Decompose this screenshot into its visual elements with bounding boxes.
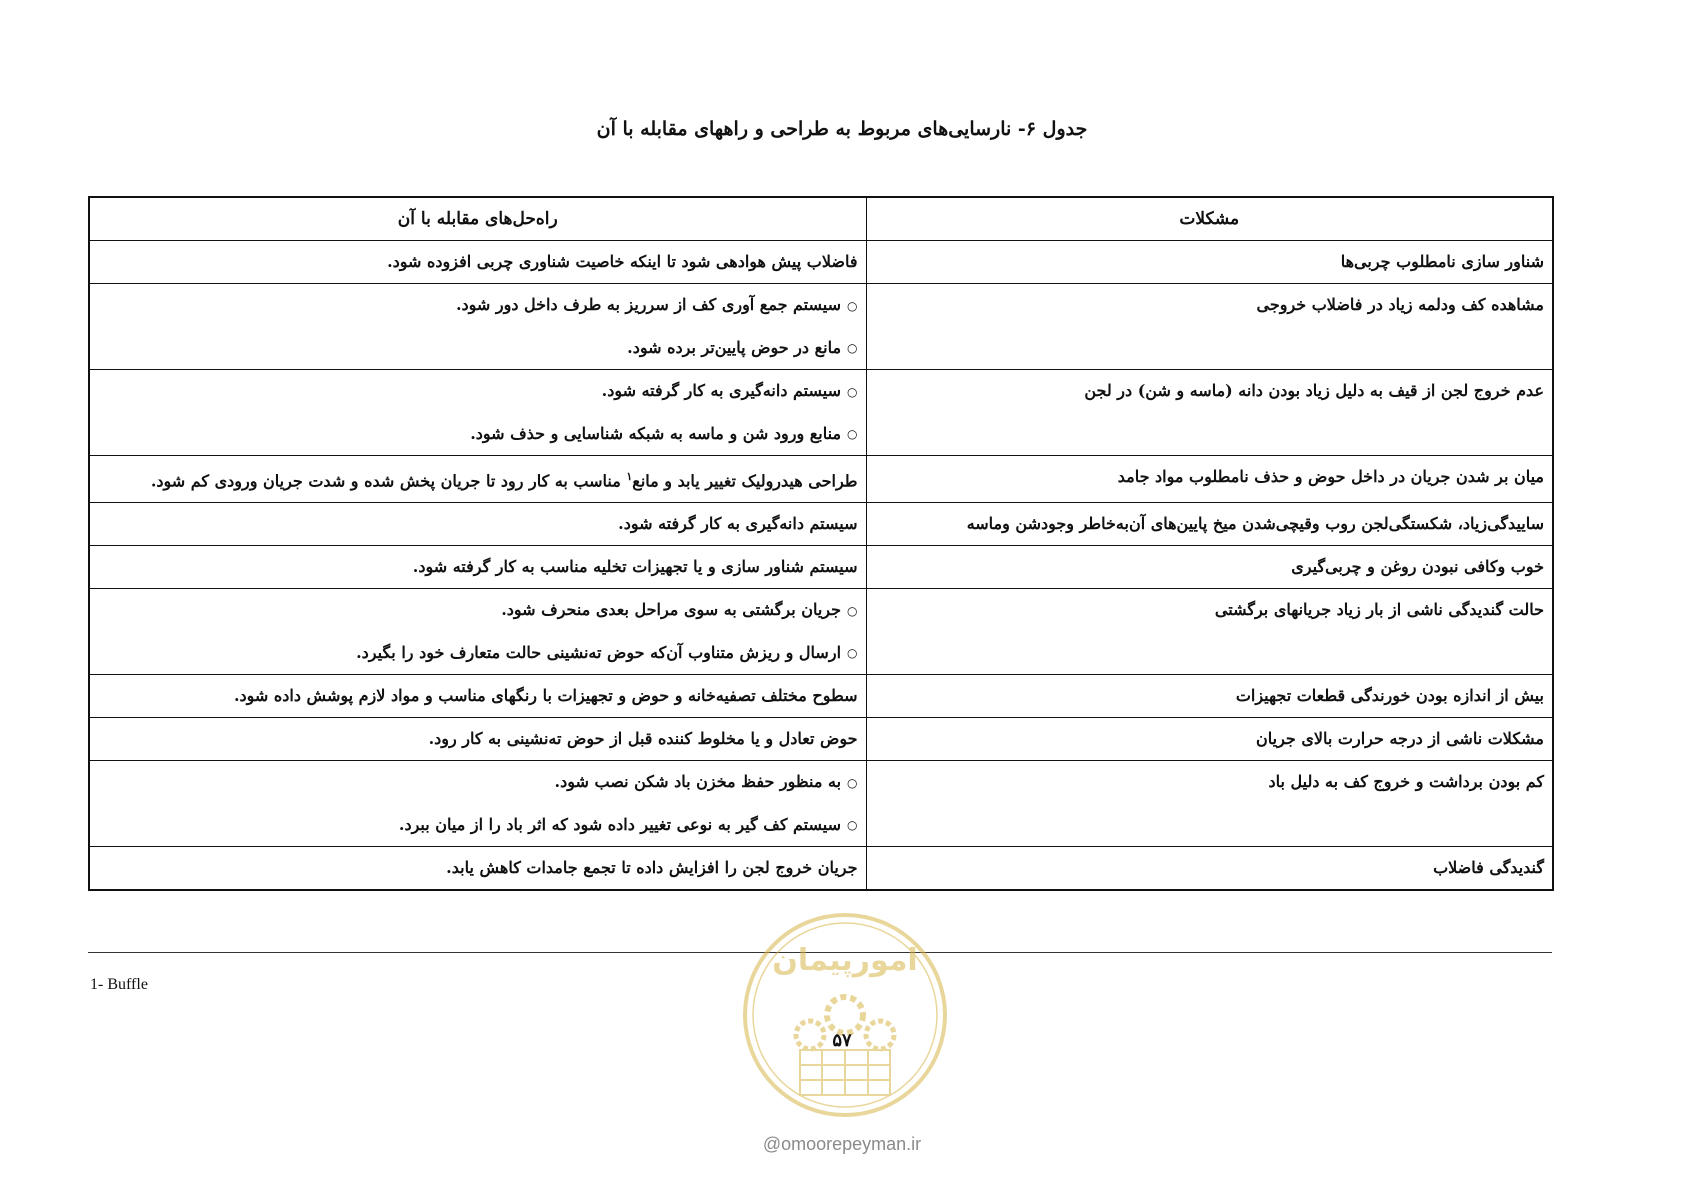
problem-cell [866, 503, 1553, 546]
problem-text: کم بودن برداشت و خروج کف به دلیل باد [1268, 772, 1544, 792]
page-number: ۵۷ [832, 1030, 852, 1051]
solution-text-part: سیستم جمع آوری کف از سرریز به طرف داخل دور شود. [455, 295, 842, 314]
table-row [89, 241, 1553, 284]
solution-text-part: جریان خروج لجن را افزایش داده تا تجمع جامدات کاهش یابد. [446, 858, 858, 878]
bullet-icon: ○ [847, 384, 858, 399]
solution-text [98, 511, 858, 537]
solution-text-part: حوض تعادل و یا مخلوط کننده قبل از حوض تەنشینی به کار رود. [428, 729, 858, 749]
header-solution: راه‌حل‌های مقابله با آن [89, 197, 866, 241]
problem-cell [866, 284, 1553, 370]
solution-text-part: سطوح مختلف تصفیه‌خانه و حوض و تجهیزات با رنگهای مناسب و مواد لازم پوشش داده شود. [233, 686, 858, 706]
table-row [89, 847, 1553, 891]
solution-text-part: مانع در حوض پایین‌تر برده شود. [627, 337, 842, 357]
solution-text-part: سیستم دانه‌گیری به کار گرفته شود. [618, 514, 858, 534]
bullet-icon: ○ [847, 298, 858, 313]
table-row [89, 456, 1553, 503]
solution-text [98, 726, 858, 752]
solution-text-part: سیستم شناور سازی و یا تجهیزات تخلیه مناسب به کار گرفته شود. [412, 557, 858, 577]
solution-cell [89, 503, 866, 546]
table-row [89, 503, 1553, 546]
watermark-url: @omoorepeyman.ir [762, 1134, 922, 1154]
solution-text [98, 249, 858, 275]
solution-text-part: طراحی هیدرولیک تغییر یابد و مانع [632, 471, 858, 491]
solution-text-part: مناسب به کار رود تا جریان پخش شده و شدت جریان ورودی کم شود. [150, 471, 627, 491]
solution-text [98, 855, 858, 881]
bullet-icon: ○ [847, 427, 858, 441]
table-row [89, 675, 1553, 718]
problem-cell [866, 847, 1553, 891]
problem-cell [866, 718, 1553, 761]
solution-bullet-item [98, 335, 858, 362]
solution-cell [89, 589, 866, 675]
solution-text [98, 464, 858, 494]
problem-text: حالت گندیدگی ناشی از بار زیاد جریانهای برگشتی [1214, 600, 1544, 620]
solution-bullet-item [98, 812, 858, 839]
problem-cell [866, 589, 1553, 675]
problem-text: میان بر شدن جریان در داخل حوض و حذف نامطلوب مواد جامد [1117, 467, 1544, 486]
table-title: جدول ۶- نارسایی‌های مربوط به طراحی و راههای مقابله با آن [596, 118, 1088, 140]
watermark-logo [740, 910, 950, 1120]
table-row [89, 370, 1553, 456]
solution-text [98, 554, 858, 580]
header-problem: مشکلات [866, 197, 1553, 241]
solution-cell [89, 847, 866, 891]
table-header-row [89, 197, 1553, 241]
solution-text-part: منابع ورود شن و ماسه به شبکه شناسایی و حذف شود. [470, 423, 842, 443]
solution-text-part: جریان برگشتی به سوی مراحل بعدی منحرف شود. [501, 600, 842, 620]
problem-cell [866, 456, 1553, 503]
solution-text-part: سیستم دانه‌گیری به کار گرفته شود. [601, 381, 842, 400]
solution-cell [89, 284, 866, 370]
bullet-icon: ○ [847, 646, 858, 661]
solution-cell [89, 456, 866, 503]
problem-text: گندیدگی فاضلاب [1433, 858, 1544, 878]
problem-text: خوب وکافی نبودن روغن و چربی‌گیری [1291, 557, 1544, 577]
footnote-mark: ۱ [626, 470, 633, 483]
solution-text-part: به منظور حفظ مخزن باد شکن نصب شود. [554, 772, 842, 792]
solution-cell [89, 761, 866, 847]
bullet-icon: ○ [847, 603, 858, 618]
solution-bullet-item [98, 421, 858, 448]
bullet-icon: ○ [847, 775, 858, 790]
problem-text: عدم خروج لجن از قیف به دلیل زیاد بودن دانه (ماسه و شن) در لجن [1084, 381, 1544, 400]
solution-cell [89, 718, 866, 761]
solution-text [98, 683, 858, 709]
table-row [89, 718, 1553, 761]
problem-cell [866, 370, 1553, 456]
problem-cell [866, 546, 1553, 589]
problem-text: بیش از اندازه بودن خورندگی قطعات تجهیزات [1235, 686, 1544, 706]
problem-text: ساییدگی‌زیاد، شکستگی‌لجن روب وقیچی‌شدن میخ پایین‌های آن‌به‌خاطر وجودشن وماسه [966, 514, 1544, 534]
solution-text-part: ارسال و ریزش متناوب آن‌که حوض تەنشینی حالت متعارف خود را بگیرد. [356, 642, 842, 662]
table-row [89, 761, 1553, 847]
table-row [89, 546, 1553, 589]
problem-cell [866, 241, 1553, 284]
solution-bullet-item [98, 378, 858, 405]
solution-cell [89, 241, 866, 284]
problem-text: مشاهده کف ودلمه زیاد در فاضلاب خروجی [1256, 295, 1544, 314]
solution-text-part: فاضلاب پیش هوادهی شود تا اینکه خاصیت شناوری چربی افزوده شود. [387, 252, 858, 271]
solution-bullet-item [98, 640, 858, 667]
table-body [89, 241, 1553, 891]
table-row [89, 284, 1553, 370]
solution-cell [89, 675, 866, 718]
bullet-icon: ○ [847, 818, 858, 833]
problem-text: مشکلات ناشی از درجه حرارت بالای جریان [1256, 729, 1544, 749]
problem-cell [866, 761, 1553, 847]
watermark-logo-text: امورپیمان [772, 943, 918, 978]
bullet-icon: ○ [847, 341, 858, 355]
solution-bullet-item [98, 292, 858, 319]
problem-cell [866, 675, 1553, 718]
footnote: 1- Buffle [90, 976, 148, 993]
solution-cell [89, 370, 866, 456]
solution-cell [89, 546, 866, 589]
solution-bullet-item [98, 769, 858, 796]
solution-text-part: سیستم کف گیر به نوعی تغییر داده شود که اثر باد را از میان ببرد. [398, 814, 842, 834]
solution-bullet-item [98, 597, 858, 624]
problems-table [88, 196, 1554, 891]
problem-text: شناور سازی نامطلوب چربی‌ها [1340, 252, 1544, 271]
table-row [89, 589, 1553, 675]
